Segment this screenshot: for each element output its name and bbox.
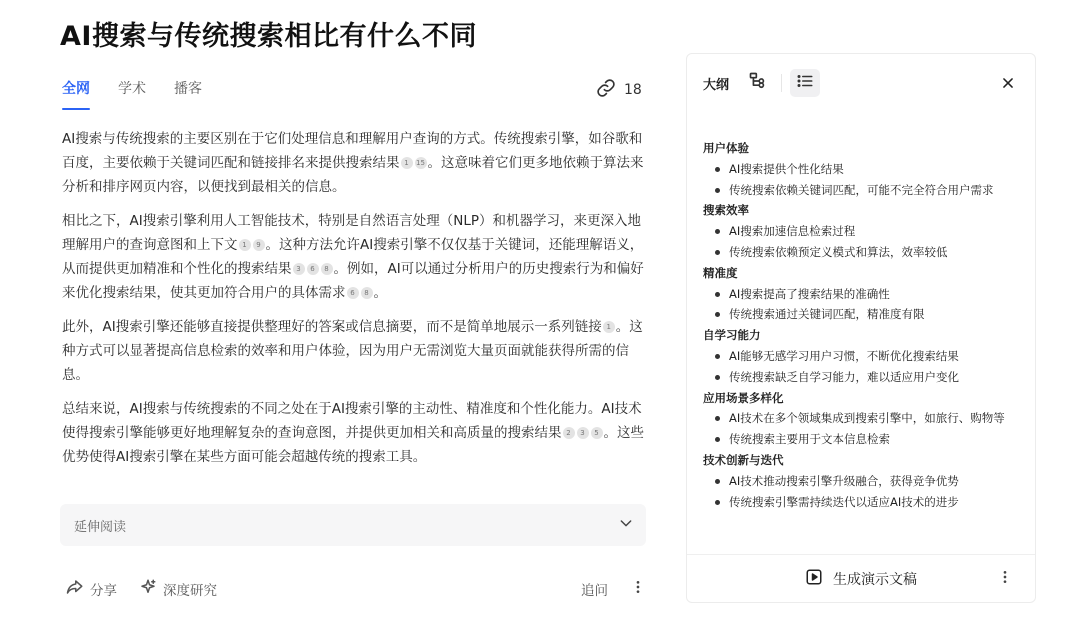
bullet-dot bbox=[713, 242, 729, 263]
source-tabs bbox=[62, 78, 202, 110]
outline-item: 传统搜索依赖关键词匹配，可能不完全符合用户需求 bbox=[703, 180, 1028, 201]
outline-item: 传统搜索主要用于文本信息检索 bbox=[703, 429, 1028, 450]
chevron-down-icon bbox=[618, 515, 634, 535]
bullet-dot bbox=[713, 180, 729, 201]
outline-section-title: 技术创新与迭代 bbox=[703, 452, 784, 467]
citation-badge[interactable]: 8 bbox=[361, 287, 373, 299]
answer-paragraph-3: 此外，AI搜索引擎还能够直接提供整理好的答案或信息摘要，而不是简单地展示一系列链接 1 。这种方式可以显著提高信息检索的效率和用户体验，因为用户无需浏览大量页面就能获得所需的信息。 bbox=[62, 319, 643, 383]
citation-badge[interactable]: 1 bbox=[401, 157, 413, 169]
citation-badge[interactable]: 6 bbox=[307, 263, 319, 275]
outline-section-title: 应用场景多样化 bbox=[703, 390, 784, 405]
citation-badge[interactable]: 5 bbox=[591, 427, 603, 439]
answer-paragraph-2: 相比之下，AI搜索引擎利用人工智能技术，特别是自然语言处理（NLP）和机器学习，来更深入地理解用户的查询意图和上下文 1 9 。这种方法允许AI搜索引擎不仅仅基于关键词，还能理解语义，从而提供更加精准和个性化的搜索结果 3 6 8 。例如，AI可以通过分析用户的历史搜索行为和偏好来优化搜索结果，使其更加符合用户的具体需求 6 8 。 bbox=[62, 213, 644, 301]
outline-item: AI搜索加速信息检索过程 bbox=[703, 221, 1028, 242]
outline-panel bbox=[686, 53, 1036, 603]
outline-header bbox=[687, 54, 1035, 112]
bullet-dot bbox=[713, 284, 729, 305]
close-icon[interactable] bbox=[997, 72, 1019, 94]
extended-reading-label: 延伸阅读 bbox=[74, 519, 127, 535]
answer-body bbox=[62, 127, 648, 479]
follow-up-button[interactable]: 追问 bbox=[581, 583, 608, 599]
citation-badge[interactable]: 1 bbox=[603, 321, 615, 333]
page-title: AI搜索与传统搜索相比有什么不同 bbox=[60, 21, 477, 52]
outline-footer bbox=[687, 554, 1035, 602]
bullet-dot bbox=[713, 492, 729, 513]
extended-reading-toggle[interactable] bbox=[60, 504, 646, 546]
bullet-dot bbox=[713, 367, 729, 388]
outline-panel-title: 大纲 bbox=[703, 77, 730, 93]
citation-badge[interactable]: 9 bbox=[253, 239, 265, 251]
generate-presentation-button[interactable]: 生成演示文稿 bbox=[805, 568, 917, 590]
outline-section-title: 自学习能力 bbox=[703, 328, 761, 343]
bullet-dot bbox=[713, 346, 729, 367]
outline-item: AI技术在多个领域集成到搜索引擎中，如旅行、购物等 bbox=[703, 408, 1028, 429]
bullet-dot bbox=[713, 304, 729, 325]
citation-badge[interactable]: 3 bbox=[577, 427, 589, 439]
citation-badge[interactable]: 3 bbox=[293, 263, 305, 275]
outline-item: AI能够无感学习用户习惯，不断优化搜索结果 bbox=[703, 346, 1028, 367]
more-vertical-icon[interactable] bbox=[630, 579, 646, 599]
tab-web[interactable]: 全网 bbox=[62, 78, 90, 110]
citation-badge[interactable]: 2 bbox=[563, 427, 575, 439]
outline-section-title: 用户体验 bbox=[703, 141, 749, 155]
outline-item: 传统搜索缺乏自学习能力，难以适应用户变化 bbox=[703, 367, 1028, 388]
mindmap-view-button[interactable] bbox=[743, 69, 773, 97]
outline-item: 传统搜索依赖预定义模式和算法，效率较低 bbox=[703, 242, 1028, 263]
deep-research-button[interactable]: 深度研究 bbox=[139, 578, 217, 600]
list-icon bbox=[796, 72, 814, 94]
outline-item: 传统搜索引擎需持续迭代以适应AI技术的进步 bbox=[703, 492, 1028, 513]
mindmap-icon bbox=[748, 71, 768, 95]
outline-section-title: 搜索效率 bbox=[703, 203, 749, 218]
bullet-dot bbox=[713, 471, 729, 492]
answer-paragraph-4: 总结来说，AI搜索与传统搜索的不同之处在于AI搜索引擎的主动性、精准度和个性化能力。AI技术使得搜索引擎能够更好地理解复杂的查询意图，并提供更加相关和高质量的搜索结果 2 3 5 。这些优势使得AI搜索引擎在某些方面可能会超越传统的搜索工具。 bbox=[62, 401, 644, 465]
outline-item: AI搜索提供个性化结果 bbox=[703, 159, 1028, 180]
citation-badge[interactable]: 15 bbox=[416, 159, 425, 167]
answer-actions bbox=[66, 578, 646, 600]
link-icon bbox=[596, 78, 616, 102]
outline-item: AI技术推动搜索引擎升级融合，获得竞争优势 bbox=[703, 471, 1028, 492]
tab-podcast[interactable]: 播客 bbox=[174, 81, 202, 97]
citation-badge[interactable]: 6 bbox=[347, 287, 359, 299]
tab-academic[interactable]: 学术 bbox=[118, 81, 146, 97]
play-icon bbox=[805, 568, 823, 590]
more-vertical-icon[interactable] bbox=[997, 569, 1013, 589]
bullet-dot bbox=[713, 221, 729, 242]
answer-paragraph-1: AI搜索与传统搜索的主要区别在于它们处理信息和理解用户查询的方式。传统搜索引擎，如谷歌和百度，主要依赖于关键词匹配和链接排名来提供搜索结果 1 15 。这意味着它们更多地依赖于算法来分析和排序网页内容，以便找到最相关的信息。 bbox=[62, 131, 644, 195]
header-divider bbox=[781, 74, 782, 92]
source-count: 18 bbox=[624, 82, 642, 98]
outline-item: AI搜索提高了搜索结果的准确性 bbox=[703, 284, 1028, 305]
citation-badge[interactable]: 8 bbox=[321, 263, 333, 275]
outline-item: 传统搜索通过关键词匹配，精准度有限 bbox=[703, 304, 1028, 325]
bullet-dot bbox=[713, 429, 729, 450]
bullet-dot bbox=[713, 408, 729, 429]
list-view-button[interactable] bbox=[790, 69, 820, 97]
outline-section-title: 精准度 bbox=[703, 265, 738, 280]
bullet-dot bbox=[713, 159, 729, 180]
outline-list bbox=[703, 138, 1028, 512]
sparkle-icon bbox=[139, 578, 157, 600]
share-icon bbox=[66, 578, 84, 600]
citation-badge[interactable]: 1 bbox=[239, 239, 251, 251]
share-button[interactable]: 分享 bbox=[66, 578, 117, 600]
sources-button[interactable] bbox=[596, 78, 642, 102]
